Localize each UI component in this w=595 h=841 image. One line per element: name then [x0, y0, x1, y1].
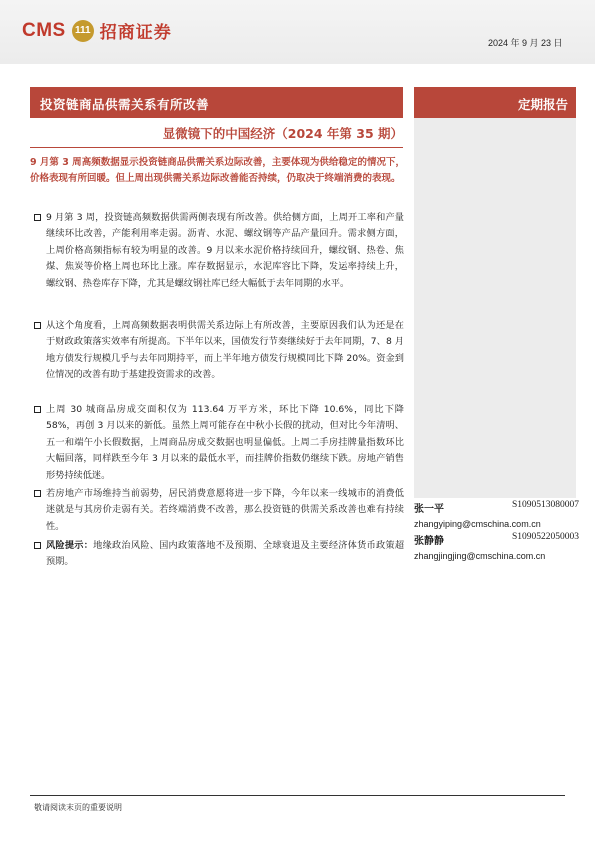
report-title: 投资链商品供需关系有所改善: [40, 97, 210, 112]
logo-mark-icon: 111: [72, 20, 94, 42]
bullet-item-3: [34, 402, 404, 484]
report-type-bar: [414, 87, 576, 118]
bullet-item-4: [34, 486, 404, 535]
risk-text: [34, 538, 404, 571]
risk-body: 地缘政治风险、国内政策落地不及预期、全球衰退及主要经济体货币政策超预期。: [46, 540, 405, 568]
risk-lead: 风险提示：: [46, 540, 94, 551]
bullet-item-risk: [34, 538, 404, 571]
bullet-text: 若房地产市场维持当前弱势，居民消费意愿将进一步下降，今年以来一线城市的消费低迷就是与其房价走弱有关。若终端消费不改善，那么投资链的供需关系改善也难有持续性。: [46, 488, 404, 532]
analyst-license: S1090522050003: [511, 532, 579, 542]
logo-chinese-name: 招商证券: [99, 23, 172, 43]
bullet-item-2: [34, 318, 404, 384]
company-logo: [22, 18, 172, 43]
bullet-box-icon: [34, 406, 41, 413]
analyst-email[interactable]: zhangyiping@cmschina.com.cn: [414, 519, 541, 529]
bullet-box-icon: [34, 214, 41, 221]
bullet-box-icon: [34, 490, 41, 497]
title-divider: [30, 147, 403, 148]
bullet-box-icon: [34, 542, 41, 549]
header-band: [0, 0, 595, 64]
title-bar: [30, 87, 403, 118]
report-date: 2024 年 9 月 23 日: [488, 38, 563, 48]
analyst-license: S1090513080007: [511, 500, 579, 510]
analyst-email[interactable]: zhangjingjing@cmschina.com.cn: [414, 551, 546, 561]
footer-note: 敬请阅读末页的重要说明: [34, 803, 122, 812]
bullet-item-1: [34, 210, 404, 292]
bullet-box-icon: [34, 322, 41, 329]
bullet-text: 上周 30 城商品房成交面积仅为 113.64 万平方米，环比下降 10.6%，同比下降 58%，再创 3 月以来的新低。虽然上周可能存在中秋小长假的扰动，但对比今年清明、五一和端午小长假数据，上周商品房成交数据也明显偏低。上周二手房挂牌量指数环比大幅回落，同样跌至今年 3 月以来的最低水平，而挂牌价指数仍继续下跌。房地产销售形势持续低迷。: [46, 404, 404, 481]
bullet-text: 9 月第 3 周，投资链高频数据供需两侧表现有所改善。供给侧方面，上周开工率和产量继续环比改善，产能利用率走弱。沥青、水泥、螺纹钢等产品产量回升。需求侧方面，上周价格高频指标有较为明显的改善。9 月以来水泥价格持续回升，螺纹钢、热卷、焦煤、焦炭等价格上周也环比上涨。库存数据显示，水泥库容比下降，发运率持续上升，螺纹钢、热卷库存下降，尤其是螺纹钢社库已经大幅低于去年同期的水平。: [46, 212, 404, 289]
report-type-label: 定期报告: [517, 97, 568, 112]
analyst-name: 张静静: [414, 536, 444, 547]
analyst-name: 张一平: [414, 504, 444, 515]
logo-cms-text: CMS: [22, 19, 66, 41]
sidebar-panel: [414, 118, 576, 498]
analyst-card-2: [414, 532, 579, 561]
analyst-card-1: [414, 500, 579, 529]
report-subtitle: 显微镜下的中国经济（2024 年第 35 期）: [162, 126, 403, 141]
bullet-text: 从这个角度看，上周高频数据表明供需关系边际上有所改善，主要原因我们认为还是在于财政政策落实效率有所提高。下半年以来，国债发行节奏继续好于去年同期，7、8 月地方债发行规模几乎与去年同期持平，而上半年地方债发行规模同比下降 20%。资金到位情况的改善有助于基建投资需求的改善。: [46, 320, 404, 381]
summary-paragraph: 9 月第 3 周高频数据显示投资链商品供需关系边际改善，主要体现为供给稳定的情况下，价格表现有所回暖。但上周出现供需关系边际改善能否持续，仍取决于终端消费的表现。: [30, 157, 405, 184]
footer-divider: [30, 795, 565, 796]
